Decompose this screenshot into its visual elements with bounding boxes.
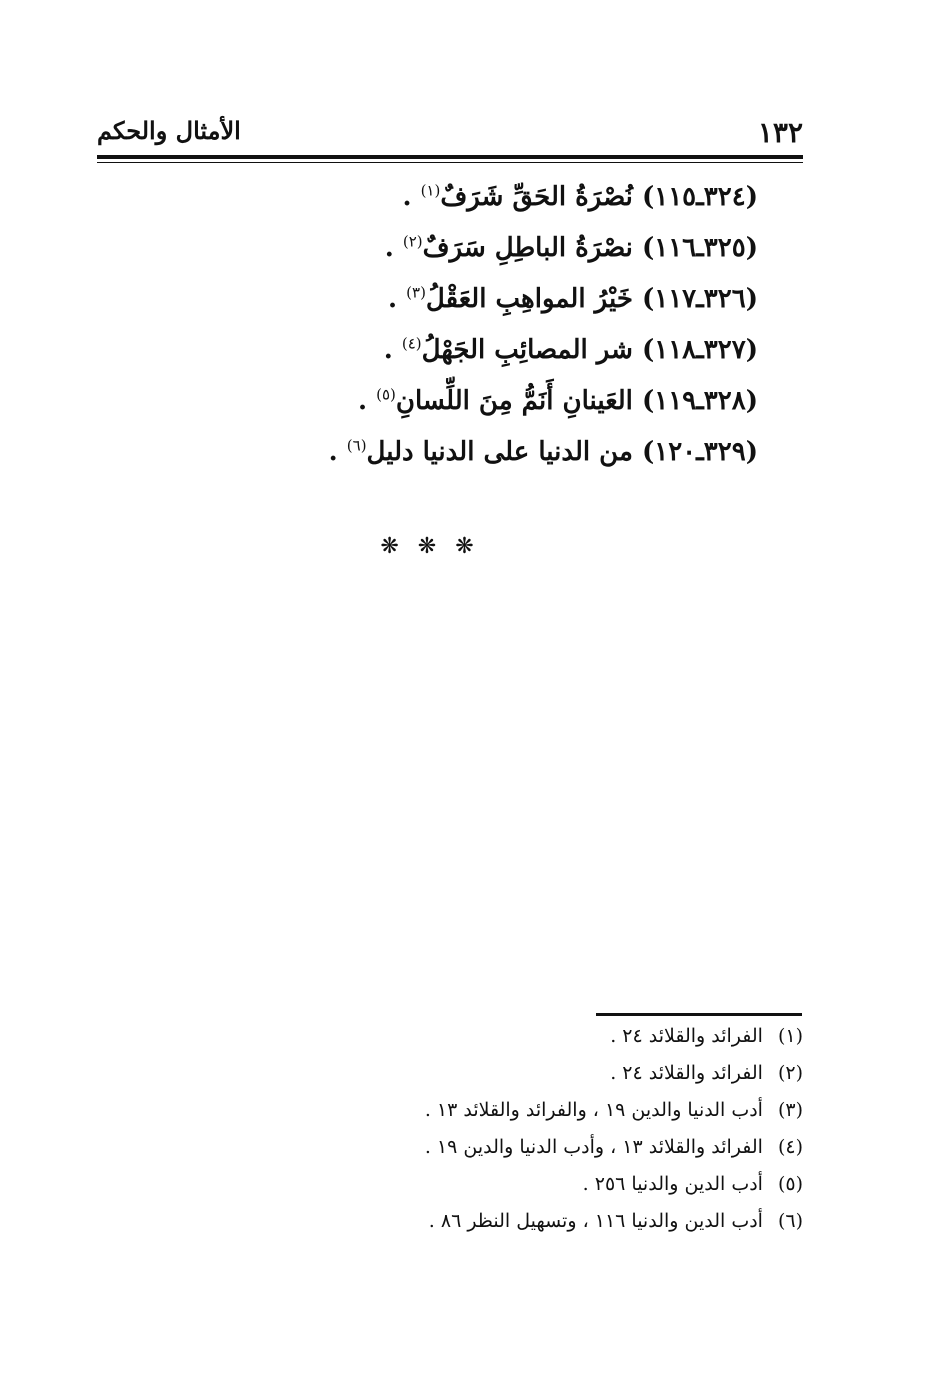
proverb-entry bbox=[118, 427, 758, 478]
footnote bbox=[383, 1018, 803, 1055]
entry-end: . bbox=[388, 284, 407, 314]
proverb-text: (٣٢٨ـ١١٩) العَينانِ أَنَمُّ مِنَ اللِّسانِ bbox=[395, 386, 758, 416]
footnote-ref: (٢) bbox=[402, 232, 423, 251]
proverb-text: (٣٢٧ـ١١٨) شر المصائِبِ الجَهْلُ bbox=[421, 335, 758, 365]
footnote-ref: (١) bbox=[420, 181, 441, 200]
proverb-text: (٣٢٩ـ١٢٠) من الدنيا على الدنيا دليل bbox=[366, 437, 758, 467]
running-title: الأمثال والحكم bbox=[97, 116, 241, 145]
footnote-ref: (٦) bbox=[346, 436, 367, 455]
footnote-number: (١) bbox=[777, 1025, 803, 1047]
proverb-list bbox=[118, 172, 758, 478]
entry-end: . bbox=[384, 233, 403, 263]
entry-end: . bbox=[402, 182, 421, 212]
footnote bbox=[383, 1055, 803, 1092]
proverb-entry bbox=[118, 325, 758, 376]
footnote-rule bbox=[596, 1013, 802, 1016]
footnote bbox=[383, 1166, 803, 1203]
footnote-text: أدب الدنيا والدين ١٩ ، والفرائد والقلائد ١٣ . bbox=[424, 1099, 763, 1121]
footnote bbox=[383, 1129, 803, 1166]
section-separator: ❋ ❋ ❋ bbox=[380, 534, 480, 559]
proverb-entry bbox=[118, 274, 758, 325]
proverb-entry bbox=[118, 223, 758, 274]
entry-end: . bbox=[383, 335, 402, 365]
footnote-text: أدب الدين والدنيا ١١٦ ، وتسهيل النظر ٨٦ . bbox=[428, 1210, 763, 1232]
proverb-text: (٣٢٤ـ١١٥) نُصْرَةُ الحَقِّ شَرَفٌ bbox=[440, 182, 758, 212]
proverb-entry bbox=[118, 376, 758, 427]
page-header bbox=[97, 108, 803, 152]
entry-end: . bbox=[328, 437, 347, 467]
footnotes bbox=[383, 1018, 803, 1240]
footnote-text: الفرائد والقلائد ٢٤ . bbox=[610, 1062, 763, 1084]
footnote-ref: (٥) bbox=[376, 385, 396, 404]
proverb-text: (٣٢٥ـ١١٦) نصْرَةُ الباطِلِ سَرَفٌ bbox=[422, 233, 758, 263]
footnote-ref: (٤) bbox=[401, 334, 422, 353]
proverb-text: (٣٢٦ـ١١٧) خَيْرُ المواهِبِ العَقْلُ bbox=[425, 284, 758, 314]
footnote-number: (٢) bbox=[777, 1062, 803, 1084]
footnote-number: (٥) bbox=[777, 1173, 803, 1195]
footnote-text: الفرائد والقلائد ٢٤ . bbox=[610, 1025, 763, 1047]
page-number: ١٣٢ bbox=[757, 116, 803, 149]
proverb-entry bbox=[118, 172, 758, 223]
header-rule-thin bbox=[97, 162, 803, 163]
footnote bbox=[383, 1092, 803, 1129]
footnote-number: (٦) bbox=[777, 1210, 803, 1232]
footnote-ref: (٣) bbox=[406, 283, 426, 302]
footnote bbox=[383, 1203, 803, 1240]
header-rule-thick bbox=[97, 155, 803, 159]
footnote-text: الفرائد والقلائد ١٣ ، وأدب الدنيا والدين ١٩ . bbox=[424, 1136, 763, 1158]
footnote-text: أدب الدين والدنيا ٢٥٦ . bbox=[582, 1173, 763, 1195]
footnote-number: (٣) bbox=[777, 1099, 803, 1121]
footnote-number: (٤) bbox=[777, 1136, 803, 1158]
entry-end: . bbox=[358, 386, 377, 416]
